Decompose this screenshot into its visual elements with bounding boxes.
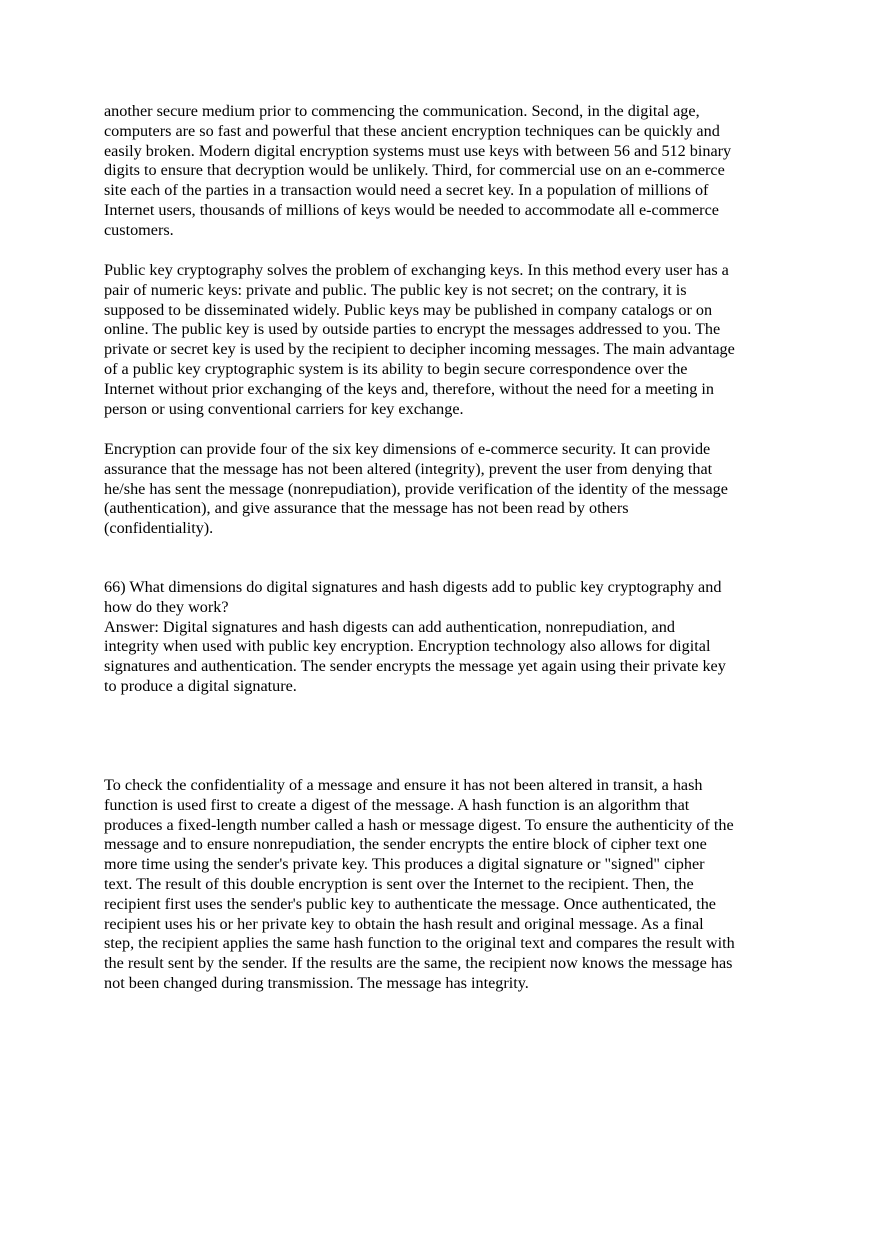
text-line: message and to ensure nonrepudiation, the sender encrypts the entire block of cipher text one (104, 835, 707, 854)
text-line: not been changed during transmission. The message has integrity. (104, 973, 529, 992)
answer-text: Answer: Digital signatures and hash digests can add authentication, nonrepudiation, and (104, 617, 675, 636)
text-line: Internet without prior exchanging of the keys and, therefore, without the need for a meeting in (104, 379, 714, 398)
text-line: Public key cryptography solves the problem of exchanging keys. In this method every user has a (104, 261, 729, 279)
text-line: To check the confidentiality of a message and ensure it has not been altered in transit, a hash (104, 776, 703, 794)
paragraph-encryption-dimensions (104, 440, 794, 539)
text-line: the result sent by the sender. If the results are the same, the recipient now knows the message has (104, 954, 733, 973)
text-line: online. The public key is used by outside parties to encrypt the messages addressed to you. The (104, 320, 721, 339)
paragraph-encryption-limitations (104, 102, 794, 241)
paragraph-hash-digest-process (104, 776, 794, 994)
answer-text: to produce a digital signature. (104, 676, 297, 695)
text-line: Encryption can provide four of the six key dimensions of e-commerce security. It can provide (104, 440, 711, 458)
text-line: computers are so fast and powerful that these ancient encryption techniques can be quickly and (104, 121, 720, 140)
text-line: text. The result of this double encryption is sent over the Internet to the recipient. Then, the (104, 874, 694, 893)
text-line: (confidentiality). (104, 519, 214, 538)
text-line: customers. (104, 220, 174, 239)
text-line: digits to ensure that decryption would be unlikely. Third, for commercial use on an e-commerce (104, 161, 725, 180)
answer-text: integrity when used with public key encryption. Encryption technology also allows for digital (104, 637, 711, 656)
question-text: how do they work? (104, 597, 229, 616)
question-text: 66) What dimensions do digital signatures and hash digests add to public key cryptography and (104, 578, 722, 596)
text-line: (authentication), and give assurance that the message has not been read by others (104, 499, 629, 518)
answer-text: signatures and authentication. The sender encrypts the message yet again using their private key (104, 657, 726, 676)
text-line: another secure medium prior to commencing the communication. Second, in the digital age, (104, 102, 700, 120)
text-line: site each of the parties in a transaction would need a secret key. In a population of millions of (104, 181, 709, 200)
text-line: recipient uses his or her private key to obtain the hash result and original message. As a final (104, 914, 704, 933)
text-line: assurance that the message has not been altered (integrity), prevent the user from denying that (104, 459, 713, 478)
paragraph-public-key-cryptography (104, 261, 794, 419)
text-line: function is used first to create a digest of the message. A hash function is an algorithm that (104, 795, 690, 814)
text-line: recipient first uses the sender's public key to authenticate the message. Once authenticated, the (104, 894, 716, 913)
question-66-block (104, 578, 794, 697)
text-line: more time using the sender's private key. This produces a digital signature or "signed" cipher (104, 855, 705, 874)
text-line: pair of numeric keys: private and public. The public key is not secret; on the contrary, it is (104, 280, 687, 299)
text-line: easily broken. Modern digital encryption systems must use keys with between 56 and 512 binary (104, 141, 732, 160)
text-line: person or using conventional carriers for key exchange. (104, 399, 464, 418)
text-line: Internet users, thousands of millions of keys would be needed to accommodate all e-commerce (104, 200, 719, 219)
text-line: produces a fixed-length number called a hash or message digest. To ensure the authenticity of the (104, 815, 734, 834)
text-line: private or secret key is used by the recipient to decipher incoming messages. The main advantage (104, 340, 735, 359)
text-line: step, the recipient applies the same hash function to the original text and compares the result with (104, 934, 735, 953)
text-line: of a public key cryptographic system is its ability to begin secure correspondence over the (104, 359, 688, 378)
text-line: he/she has sent the message (nonrepudiation), provide verification of the identity of the message (104, 479, 728, 498)
text-line: supposed to be disseminated widely. Public keys may be published in company catalogs or on (104, 300, 713, 319)
